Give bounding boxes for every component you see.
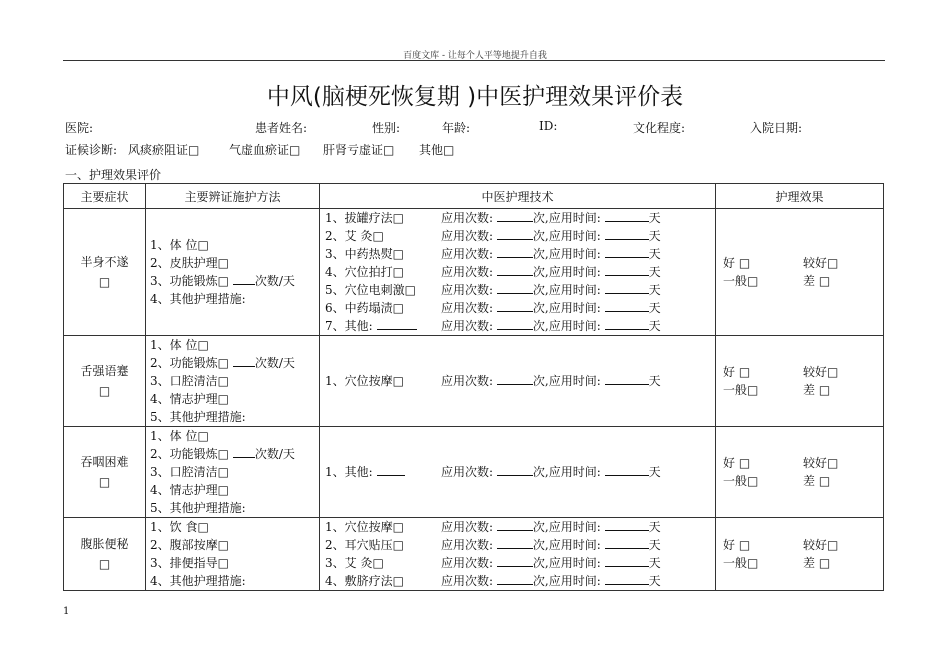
table-row xyxy=(64,518,884,591)
patient-name-label: 患者姓名: xyxy=(255,121,308,135)
effect-poor-checkbox[interactable]: 差 □ xyxy=(803,556,831,570)
method-item[interactable]: 4、情志护理□ xyxy=(150,392,229,406)
age-label: 年龄: xyxy=(442,121,471,135)
form-title: 中风(脑梗死恢复期 )中医护理效果评价表 xyxy=(266,84,684,110)
diagnosis-option-qi-deficiency[interactable]: 气虚血瘀证□ xyxy=(229,143,301,157)
table-row xyxy=(64,209,884,336)
effect-fair-checkbox[interactable]: 一般□ xyxy=(723,383,759,397)
method-item[interactable]: 2、功能锻炼□ 次数/天 xyxy=(150,447,295,461)
method-item[interactable]: 1、体 位□ xyxy=(150,338,209,352)
symptom-checkbox[interactable]: □ xyxy=(98,384,111,398)
technique-item[interactable]: 1、其他: 应用次数: 次,应用时间: 天 xyxy=(325,465,661,479)
symptom-checkbox[interactable]: □ xyxy=(98,475,111,489)
effect-poor-checkbox[interactable]: 差 □ xyxy=(803,274,831,288)
technique-item[interactable]: 7、其他: 应用次数: 次,应用时间: 天 xyxy=(325,319,661,333)
header-divider xyxy=(63,60,885,61)
technique-cell xyxy=(320,518,716,591)
sex-label: 性别: xyxy=(372,121,401,135)
technique-item[interactable]: 1、穴位按摩□ 应用次数: 次,应用时间: 天 xyxy=(325,520,661,534)
effect-good-checkbox[interactable]: 好 □ xyxy=(723,365,751,379)
method-item[interactable]: 2、皮肤护理□ xyxy=(150,256,229,270)
effect-poor-checkbox[interactable]: 差 □ xyxy=(803,474,831,488)
method-item[interactable]: 2、功能锻炼□ 次数/天 xyxy=(150,356,295,370)
method-item[interactable]: 3、功能锻炼□ 次数/天 xyxy=(150,274,295,288)
header-effect: 护理效果 xyxy=(716,184,884,209)
effect-better-checkbox[interactable]: 较好□ xyxy=(803,538,839,552)
table-header-row xyxy=(64,184,884,209)
hospital-label: 医院: xyxy=(65,121,94,135)
table-row xyxy=(64,427,884,518)
effect-cell xyxy=(716,427,884,518)
method-cell xyxy=(146,336,320,427)
technique-item[interactable]: 4、穴位拍打□ 应用次数: 次,应用时间: 天 xyxy=(325,265,661,279)
method-item[interactable]: 5、其他护理措施: xyxy=(150,501,246,515)
effect-better-checkbox[interactable]: 较好□ xyxy=(803,256,839,270)
table-row xyxy=(64,336,884,427)
header-method: 主要辨证施护方法 xyxy=(146,184,320,209)
method-item[interactable]: 1、体 位□ xyxy=(150,429,209,443)
id-label: ID: xyxy=(539,119,558,133)
method-item[interactable]: 5、其他护理措施: xyxy=(150,410,246,424)
diagnosis-option-other[interactable]: 其他□ xyxy=(419,143,455,157)
technique-item[interactable]: 2、艾 灸□ 应用次数: 次,应用时间: 天 xyxy=(325,229,661,243)
method-item[interactable]: 4、情志护理□ xyxy=(150,483,229,497)
effect-better-checkbox[interactable]: 较好□ xyxy=(803,365,839,379)
method-item[interactable]: 4、其他护理措施: xyxy=(150,292,246,306)
symptom-checkbox[interactable]: □ xyxy=(98,275,111,289)
method-item[interactable]: 3、口腔清洁□ xyxy=(150,374,229,388)
symptom-cell xyxy=(64,518,146,591)
method-item[interactable]: 4、其他护理措施: xyxy=(150,574,246,588)
effect-fair-checkbox[interactable]: 一般□ xyxy=(723,556,759,570)
effect-good-checkbox[interactable]: 好 □ xyxy=(723,456,751,470)
symptom-label: 半身不遂 xyxy=(80,255,129,269)
evaluation-table xyxy=(63,183,884,591)
symptom-checkbox[interactable]: □ xyxy=(98,557,111,571)
symptom-label: 舌强语蹇 xyxy=(80,364,129,378)
symptom-cell xyxy=(64,427,146,518)
method-item[interactable]: 1、体 位□ xyxy=(150,238,209,252)
technique-cell xyxy=(320,209,716,336)
technique-item[interactable]: 1、拔罐疗法□ 应用次数: 次,应用时间: 天 xyxy=(325,211,661,225)
effect-good-checkbox[interactable]: 好 □ xyxy=(723,538,751,552)
method-cell xyxy=(146,209,320,336)
symptom-label: 腹胀便秘 xyxy=(80,537,129,551)
method-item[interactable]: 3、排便指导□ xyxy=(150,556,229,570)
diagnosis-option-liver-kidney[interactable]: 肝肾亏虚证□ xyxy=(323,143,395,157)
page-number: 1 xyxy=(63,606,70,617)
technique-cell xyxy=(320,336,716,427)
header-note: 百度文库 - 让每个人平等地提升自我 xyxy=(403,51,547,61)
header-technique: 中医护理技术 xyxy=(320,184,716,209)
method-cell xyxy=(146,518,320,591)
method-item[interactable]: 2、腹部按摩□ xyxy=(150,538,229,552)
symptom-label: 吞咽困难 xyxy=(80,455,129,469)
diagnosis-label: 证候诊断: xyxy=(65,143,118,157)
method-item[interactable]: 3、口腔清洁□ xyxy=(150,465,229,479)
effect-cell xyxy=(716,336,884,427)
effect-fair-checkbox[interactable]: 一般□ xyxy=(723,274,759,288)
technique-item[interactable]: 3、艾 灸□ 应用次数: 次,应用时间: 天 xyxy=(325,556,661,570)
technique-cell xyxy=(320,427,716,518)
method-cell xyxy=(146,427,320,518)
effect-better-checkbox[interactable]: 较好□ xyxy=(803,456,839,470)
method-item[interactable]: 1、饮 食□ xyxy=(150,520,209,534)
effect-cell xyxy=(716,518,884,591)
effect-poor-checkbox[interactable]: 差 □ xyxy=(803,383,831,397)
technique-item[interactable]: 3、中药热熨□ 应用次数: 次,应用时间: 天 xyxy=(325,247,661,261)
section-title: 一、护理效果评价 xyxy=(65,168,162,182)
technique-item[interactable]: 6、中药塌渍□ 应用次数: 次,应用时间: 天 xyxy=(325,301,661,315)
admission-date-label: 入院日期: xyxy=(750,121,803,135)
effect-fair-checkbox[interactable]: 一般□ xyxy=(723,474,759,488)
education-label: 文化程度: xyxy=(633,121,686,135)
header-symptom: 主要症状 xyxy=(64,184,146,209)
technique-item[interactable]: 4、敷脐疗法□ 应用次数: 次,应用时间: 天 xyxy=(325,574,661,588)
effect-cell xyxy=(716,209,884,336)
technique-item[interactable]: 1、穴位按摩□ 应用次数: 次,应用时间: 天 xyxy=(325,374,661,388)
technique-item[interactable]: 2、耳穴贴压□ 应用次数: 次,应用时间: 天 xyxy=(325,538,661,552)
symptom-cell xyxy=(64,336,146,427)
symptom-cell xyxy=(64,209,146,336)
diagnosis-option-wind-phlegm[interactable]: 风痰瘀阻证□ xyxy=(128,143,200,157)
technique-item[interactable]: 5、穴位电刺激□ 应用次数: 次,应用时间: 天 xyxy=(325,283,661,297)
effect-good-checkbox[interactable]: 好 □ xyxy=(723,256,751,270)
